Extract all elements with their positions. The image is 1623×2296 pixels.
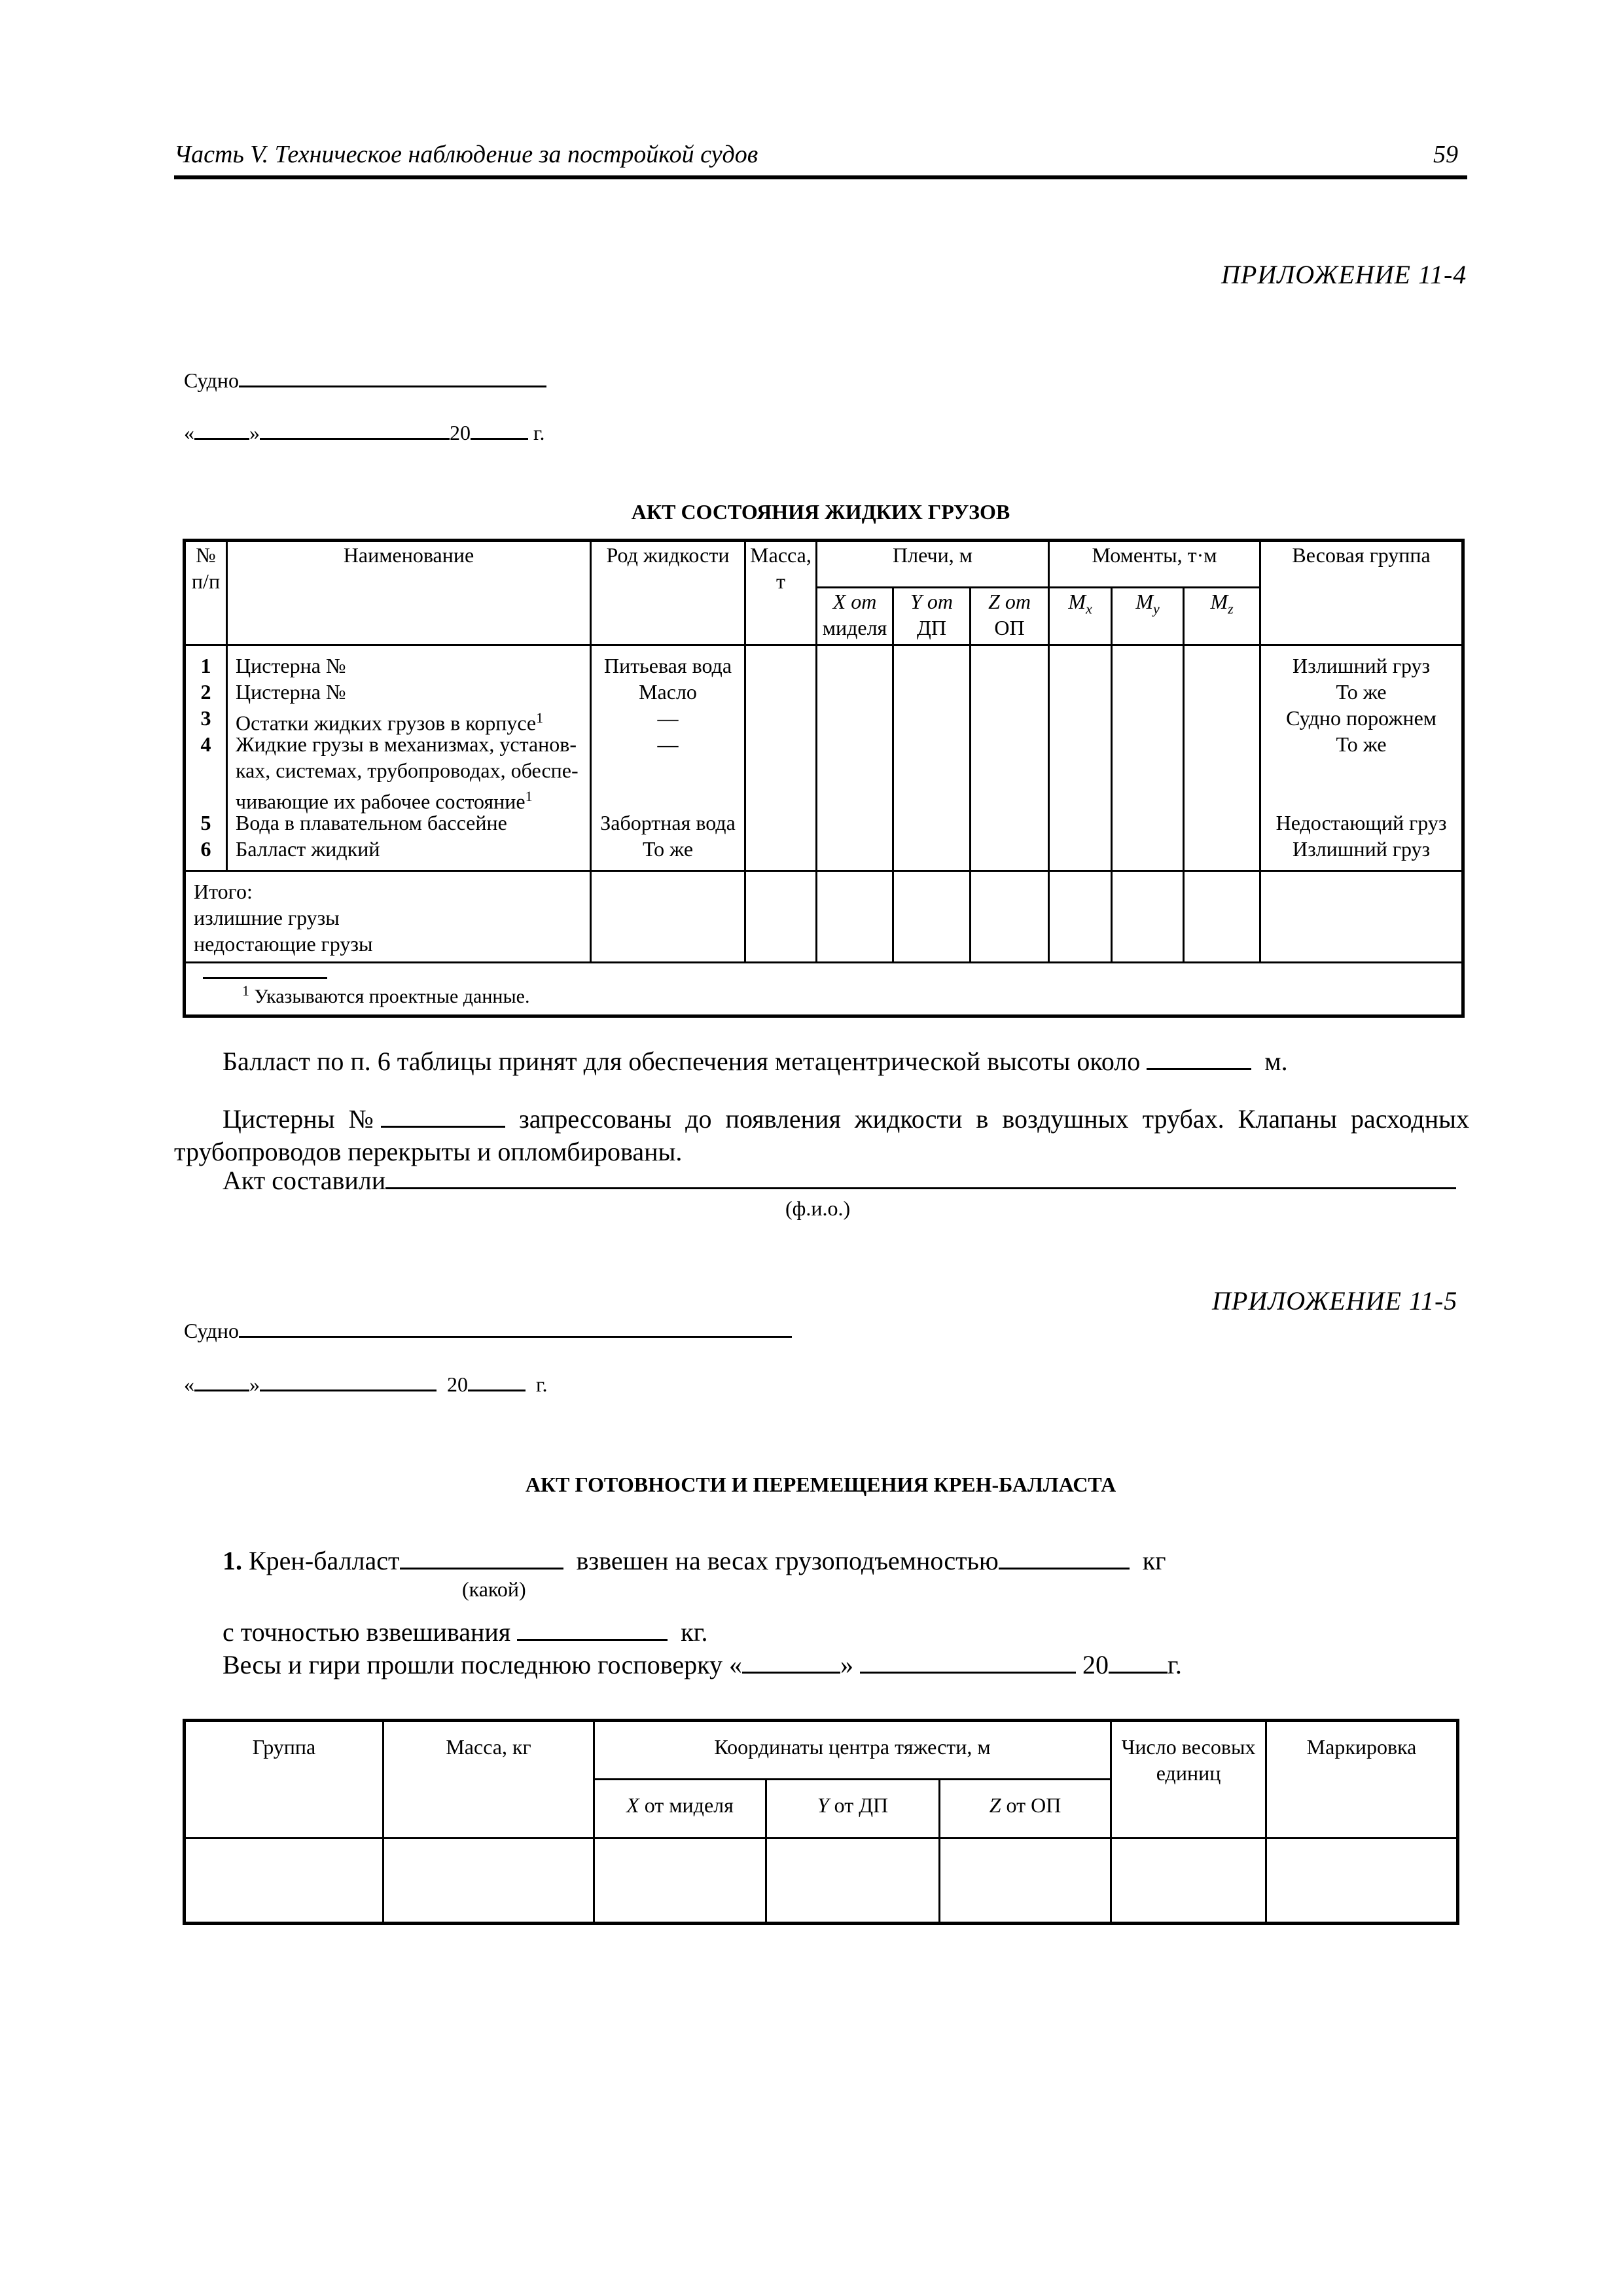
scale-capacity-field[interactable] (999, 1568, 1130, 1570)
vessel-field[interactable] (239, 386, 546, 387)
item-unit: кг (1142, 1546, 1166, 1575)
year-suffix: г. (533, 421, 545, 444)
ballast-unit: м. (1264, 1047, 1288, 1076)
vessel-field[interactable] (239, 1336, 792, 1338)
totals-group-cell[interactable] (1260, 871, 1463, 963)
header-mass: Масса, т (745, 541, 817, 645)
heel-ballast-table (183, 1719, 1459, 1925)
verification-year-field[interactable] (1109, 1672, 1168, 1674)
totals-fluid-cell[interactable] (591, 871, 745, 963)
row-4-name-line-1: Жидкие грузы в механизмах, установ- (236, 732, 577, 756)
arm-x-cell[interactable] (817, 645, 893, 871)
vessel-line-11-4 (184, 368, 546, 393)
header-fluid: Род жидкости (591, 541, 745, 645)
row-2-name: Цистерна № (236, 680, 346, 704)
header-name: Наименование (227, 541, 591, 645)
mz-cell[interactable] (1184, 645, 1260, 871)
arm-y-cell[interactable] (893, 645, 971, 871)
accuracy-line (223, 1617, 708, 1647)
header-arm-z: Z от ОП (971, 588, 1049, 645)
totals-mx-cell[interactable] (1049, 871, 1112, 963)
totals-mz-cell[interactable] (1184, 871, 1260, 963)
heel-ballast-kind-field[interactable] (400, 1568, 563, 1570)
appendix-11-4-label: ПРИЛОЖЕНИЕ 11-4 (1221, 260, 1467, 289)
header-mx: $M_x$ (1049, 588, 1112, 645)
accuracy-unit: кг. (681, 1617, 708, 1647)
weight-units-cell[interactable] (1111, 1839, 1266, 1924)
year-field[interactable] (471, 438, 528, 440)
date-quote-close: » (249, 1372, 260, 1396)
scales-suffix: г. (1167, 1650, 1182, 1679)
scales-quote-close: » (840, 1650, 853, 1679)
rows-group-column: Излишний груз То же Судно порожнем То же Недостающий груз Излишний груз (1260, 645, 1463, 871)
marking-cell[interactable] (1266, 1839, 1458, 1924)
mass-cell[interactable] (383, 1839, 594, 1924)
x-cell[interactable] (594, 1839, 766, 1924)
header-moments: Моменты, т·м (1049, 541, 1260, 588)
header-my: $M_y$ (1112, 588, 1184, 645)
item-text: Крен-балласт (249, 1546, 400, 1575)
header-weight-group: Весовая группа (1260, 541, 1463, 645)
vessel-label: Судно (184, 1319, 239, 1342)
totals-arm-x-cell[interactable] (817, 871, 893, 963)
totals-label: Итого: излишние грузы недостающие грузы (185, 871, 591, 963)
liquid-cargo-table (183, 539, 1465, 1018)
month-field[interactable] (260, 1390, 437, 1391)
mx-cell[interactable] (1049, 645, 1112, 871)
date-line-11-5 (184, 1372, 548, 1397)
row-6-name: Балласт жидкий (236, 837, 380, 861)
scales-year: 20 (1082, 1650, 1109, 1679)
z-cell[interactable] (940, 1839, 1111, 1924)
verification-month-field[interactable] (860, 1672, 1076, 1674)
header-arm-y: Y от ДП (893, 588, 971, 645)
item-text-2: взвешен на весах грузоподъемностью (576, 1546, 999, 1575)
totals-arm-y-cell[interactable] (893, 871, 971, 963)
totals-arm-z-cell[interactable] (971, 871, 1049, 963)
compiled-line (223, 1165, 1456, 1196)
appendix-11-5-label: ПРИЛОЖЕНИЕ 11-5 (1212, 1286, 1458, 1316)
scales-line (223, 1649, 1182, 1680)
row-4-name-line-3: чивающие их рабочее состояние$^1$ (236, 788, 533, 814)
footnote-rule (203, 977, 327, 979)
compiled-caption: (ф.и.о.) (785, 1196, 851, 1220)
y-cell[interactable] (766, 1839, 940, 1924)
year-prefix: 20 (450, 421, 471, 444)
year-suffix: г. (536, 1372, 548, 1396)
header-arm-x: X от миделя (817, 588, 893, 645)
header-z: Z от ОП (940, 1780, 1111, 1839)
row-4-name-line-2: ках, системах, трубопроводах, обеспе- (236, 759, 579, 782)
row-1-name: Цистерна № (236, 654, 346, 677)
header-marking: Маркировка (1266, 1721, 1458, 1839)
item-caption: (какой) (462, 1577, 526, 1601)
scales-text: Весы и гири прошли последнюю госповерку « (223, 1650, 742, 1679)
tanks-number-field[interactable] (381, 1126, 505, 1128)
header-mz: $M_z$ (1184, 588, 1260, 645)
ballast-line (223, 1046, 1288, 1077)
vessel-label: Судно (184, 368, 239, 392)
act-title-heel-ballast: АКТ ГОТОВНОСТИ И ПЕРЕМЕЩЕНИЯ КРЕН-БАЛЛАСТА (525, 1473, 1116, 1496)
header-coordinates: Координаты центра тяжести, м (594, 1721, 1111, 1780)
item-number: 1. (223, 1546, 242, 1575)
year-field[interactable] (468, 1390, 526, 1391)
header-arms: Плечи, м (817, 541, 1049, 588)
arm-z-cell[interactable] (971, 645, 1049, 871)
header-y: Y от ДП (766, 1780, 940, 1839)
heel-ballast-line (223, 1545, 1166, 1576)
date-quote-open: « (184, 421, 194, 444)
day-field[interactable] (194, 1390, 249, 1391)
tanks-prefix: Цистерны № (223, 1104, 381, 1134)
day-field[interactable] (194, 438, 249, 440)
header-no: № п/п (185, 541, 227, 645)
tanks-text: запрессованы до появления жидкости в воздушных трубах. Клапаны расходных (518, 1104, 1469, 1134)
date-line-11-4 (184, 421, 545, 445)
header-weight-units: Число весовых единиц (1111, 1721, 1266, 1839)
month-field[interactable] (260, 438, 450, 440)
year-prefix: 20 (447, 1372, 468, 1396)
header-x: X от миделя (594, 1780, 766, 1839)
totals-my-cell[interactable] (1112, 871, 1184, 963)
running-title: Часть V. Техническое наблюдение за постройкой судов (174, 141, 758, 168)
header-rule (174, 175, 1467, 179)
row-5-name: Вода в плавательном бассейне (236, 811, 507, 834)
mass-cell[interactable] (745, 645, 817, 871)
date-quote-open: « (184, 1372, 194, 1396)
header-mass: Масса, кг (383, 1721, 594, 1839)
group-cell[interactable] (185, 1839, 383, 1924)
act-title-liquid-cargo: АКТ СОСТОЯНИЯ ЖИДКИХ ГРУЗОВ (631, 500, 1010, 524)
compiled-label: Акт составили (223, 1166, 386, 1195)
accuracy-field[interactable] (517, 1639, 668, 1641)
totals-mass-cell[interactable] (745, 871, 817, 963)
date-quote-close: » (249, 421, 260, 444)
rows-name-column (227, 645, 591, 871)
row-3-name: Остатки жидких грузов в корпусе$^1$ (236, 709, 544, 735)
metacentric-height-field[interactable] (1147, 1068, 1251, 1070)
ballast-text: Балласт по п. 6 таблицы принят для обеспечения метацентрической высоты около (223, 1047, 1141, 1076)
rows-no-column: 1 2 3 4 5 6 (185, 645, 227, 871)
vessel-line-11-5 (184, 1319, 792, 1343)
header-group: Группа (185, 1721, 383, 1839)
accuracy-text: с точностью взвешивания (223, 1617, 511, 1647)
tanks-line-2: трубопроводов перекрыты и опломбированы. (174, 1137, 683, 1166)
my-cell[interactable] (1112, 645, 1184, 871)
compiled-names-field[interactable] (385, 1187, 1456, 1189)
tanks-line (223, 1103, 1469, 1134)
footnote: $^1$ Указываются проектные данные. (242, 982, 530, 1007)
rows-fluid-column: Питьевая вода Масло — — Забортная вода То же (591, 645, 745, 871)
verification-day-field[interactable] (742, 1672, 840, 1674)
page-number: 59 (1433, 141, 1458, 168)
